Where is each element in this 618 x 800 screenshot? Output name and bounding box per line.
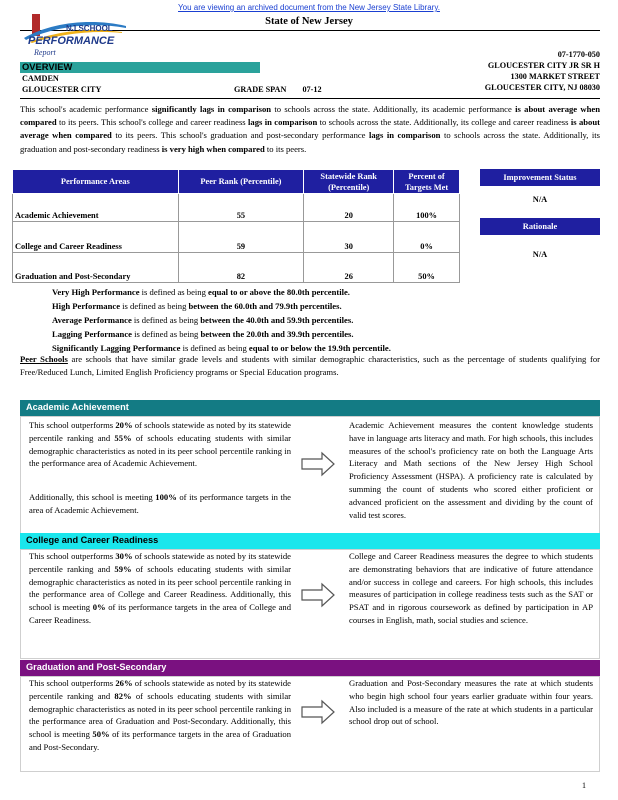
summary-text: Additionally, this school is meeting	[29, 492, 156, 502]
summary-emphasis: lags in comparison	[369, 130, 441, 141]
archive-notice-link[interactable]: You are viewing an archived document from the New Jersey State Library.	[178, 3, 440, 12]
county-name: CAMDEN	[22, 74, 59, 83]
summary-text: to schools across the state. Additionally, its graduation and post-secondary readiness	[20, 130, 601, 154]
arrow-right-icon	[301, 451, 335, 477]
summary-emphasis: lags in comparison	[248, 117, 318, 128]
legend-term: Significantly Lagging Performance	[52, 343, 181, 353]
summary-value: 50%	[92, 729, 110, 740]
legend-text: is defined as being	[131, 315, 201, 325]
summary-text: to its peers.	[264, 143, 307, 154]
column-header: Performance Areas	[13, 170, 179, 194]
summary-value: 59%	[114, 563, 132, 574]
summary-text: to its peers. This school's college and career readiness	[56, 117, 249, 128]
summary-text: of schools educating students with similar demographic characteristics as noted in its peer school percentile ranking in the performance area of College and Career Readiness. Additionally, this school is meeting	[29, 563, 291, 613]
table-row	[13, 194, 460, 222]
college-summary	[29, 550, 291, 627]
performance-summary	[20, 103, 600, 156]
legend-term: Average Performance	[52, 315, 132, 325]
legend-term: Very High Performance	[52, 287, 140, 297]
summary-text: This school outperforms	[29, 420, 116, 430]
nj-school-performance-logo	[22, 12, 128, 64]
summary-text: to its peers. This school's graduation and post-secondary performance	[111, 130, 369, 141]
section-title: College and Career Readiness	[26, 535, 159, 545]
summary-value: 26%	[115, 678, 133, 688]
legend-definition: equal to or below the 19.9th percentile.	[248, 343, 391, 353]
overview-rule	[20, 98, 600, 99]
arrow-right-icon	[301, 582, 335, 608]
column-header: Peer Rank (Percentile)	[178, 170, 304, 194]
legend-definition: between the 40.0th and 59.9th percentiles.	[200, 315, 354, 325]
table-row	[13, 253, 460, 283]
summary-value: 100%	[155, 492, 177, 502]
academic-achievement-panel	[20, 416, 600, 534]
grade-span	[234, 84, 322, 95]
row-targets-met: 100%	[394, 194, 460, 222]
table-row	[13, 222, 460, 253]
row-peer-rank: 82	[178, 253, 304, 283]
legend-definition: equal to or above the 80.0th percentile.	[208, 287, 350, 297]
row-area: Academic Achievement	[13, 194, 179, 222]
graduation-summary	[29, 677, 291, 754]
overview-title: OVERVIEW	[22, 61, 73, 72]
logo-line3: Report	[34, 48, 56, 57]
peer-schools-term: Peer Schools	[20, 354, 68, 364]
state-title: State of New Jersey	[265, 16, 353, 27]
rationale-value: N/A	[532, 250, 548, 259]
district-name: GLOUCESTER CITY	[22, 85, 102, 94]
overview-section-bar	[20, 62, 260, 73]
summary-text: of schools statewide as noted by its statewide percentile ranking and	[29, 551, 291, 574]
school-address	[485, 61, 600, 93]
row-state-rank: 26	[304, 253, 394, 283]
row-peer-rank: 55	[178, 194, 304, 222]
legend-text: is defined as being	[131, 329, 201, 339]
summary-text: of schools educating students with similar demographic characteristics as noted in its peer school percentile ranking in the performance area of Academic Achievement.	[29, 432, 291, 469]
grade-span-label: GRADE SPAN	[234, 85, 287, 94]
rationale-header: Rationale	[480, 218, 600, 235]
graduation-description: Graduation and Post-Secondary measures the rate at which students who begin high school four years earlier graduate within four years. Also included is a measure of the rate at which students in a particular school drop out of school.	[349, 678, 593, 727]
page-number: 1	[582, 781, 586, 790]
performance-legend	[52, 285, 391, 355]
improvement-status-header: Improvement Status	[480, 169, 600, 186]
row-state-rank: 30	[304, 222, 394, 253]
improvement-status-value: N/A	[532, 195, 548, 204]
summary-emphasis: is very high when compared	[161, 143, 265, 154]
summary-value: 82%	[114, 690, 132, 701]
legend-item	[52, 327, 391, 341]
column-header: Statewide Rank (Percentile)	[304, 170, 394, 194]
table-header-row	[13, 170, 460, 194]
legend-term: High Performance	[52, 301, 121, 311]
summary-value: 30%	[115, 551, 133, 561]
peer-schools-definition	[20, 353, 600, 379]
legend-text: is defined as being	[120, 301, 189, 311]
peer-schools-text: are schools that have similar grade levels and students with similar demographic characteristics, such as the percentage of students qualifying for Free/Reduced Lunch, Limited English Proficiency programs or Special Education programs.	[20, 354, 600, 377]
row-area: Graduation and Post-Secondary	[13, 253, 179, 283]
summary-text: of its performance targets in the area of Graduation and Post-Secondary.	[29, 729, 291, 752]
section-title: Academic Achievement	[26, 402, 129, 412]
summary-value: 0%	[92, 602, 106, 613]
summary-emphasis: significantly lags in comparison	[151, 104, 272, 114]
row-peer-rank: 59	[178, 222, 304, 253]
academic-achievement-bar	[20, 400, 600, 416]
legend-item	[52, 313, 391, 327]
column-header: Percent of Targets Met	[394, 170, 460, 194]
row-targets-met: 0%	[394, 222, 460, 253]
summary-emphasis: is about average when compared	[20, 117, 600, 141]
summary-text: of its performance targets in the area of Academic Achievement.	[29, 492, 291, 515]
school-city-state-zip: GLOUCESTER CITY, NJ 08030	[484, 82, 600, 92]
summary-text: of schools educating students with similar demographic characteristics as noted in its peer school percentile ranking in the performance area of Graduation and Post-Secondary. Additionally, this school is meeting	[29, 690, 291, 740]
summary-emphasis: is about average when compared	[20, 104, 601, 128]
logo-line1: NJ SCHOOL	[66, 24, 113, 33]
summary-text: This school outperforms	[29, 678, 116, 688]
arrow-right-icon	[301, 699, 335, 725]
summary-text: to schools across the state. Additionally, its college and career readiness	[317, 117, 571, 128]
legend-definition: between the 60.0th and 79.9th percentiles.	[188, 301, 342, 311]
legend-item	[52, 299, 391, 313]
document-id: 07-1770-050	[557, 50, 600, 59]
summary-text: This school outperforms	[29, 551, 116, 561]
summary-text: of schools statewide as noted by its statewide percentile ranking and	[29, 678, 291, 701]
graduation-post-secondary-bar	[20, 660, 600, 676]
school-name: GLOUCESTER CITY JR SR H	[487, 61, 600, 70]
row-targets-met: 50%	[394, 253, 460, 283]
legend-text: is defined as being	[180, 343, 249, 353]
summary-value: 55%	[114, 432, 132, 443]
summary-text: of its performance targets in the area of College and Career Readiness.	[29, 602, 291, 625]
academic-summary	[29, 419, 291, 470]
summary-text: This school's academic performance	[20, 104, 152, 114]
academic-description: Academic Achievement measures the content knowledge students have in language arts literacy and math. For high schools, this includes measures of the school's proficiency rate on both the Language Arts Literacy and Math sections of the New Jersey High School Proficiency Assessment (HSPA). A proficiency rate is calculated by summing the count of students who scored either proficient or advanced proficient on the assessment and dividing by the count of valid test scores.	[349, 420, 593, 520]
performance-table	[12, 169, 460, 283]
academic-targets	[29, 491, 291, 517]
summary-text: to schools across the state. Additionally, its academic performance	[271, 104, 516, 114]
summary-value: 20%	[115, 420, 133, 430]
college-career-readiness-bar	[20, 533, 600, 549]
legend-definition: between the 20.0th and 39.9th percentiles.	[200, 329, 354, 339]
section-title: Graduation and Post-Secondary	[26, 662, 167, 672]
logo-line2: PERFORMANCE	[28, 35, 115, 47]
summary-text: of schools statewide as noted by its statewide percentile ranking and	[29, 420, 291, 443]
college-description: College and Career Readiness measures the degree to which students are demonstrating behaviors that are indicative of future attendance and/or success in college and careers. For high schools, this includes measures of participation in college readiness tests such as the SAT or PSAT and in rigorous coursework as defined by participation in AP courses in English, math, social studies and science.	[349, 551, 593, 625]
graduation-post-secondary-panel	[20, 676, 600, 772]
legend-text: is defined as being	[139, 287, 209, 297]
college-career-readiness-panel	[20, 549, 600, 659]
legend-item	[52, 285, 391, 299]
grade-span-value: 07-12	[302, 85, 322, 94]
legend-term: Lagging Performance	[52, 329, 132, 339]
row-state-rank: 20	[304, 194, 394, 222]
school-street: 1300 MARKET STREET	[510, 71, 600, 81]
row-area: College and Career Readiness	[13, 222, 179, 253]
